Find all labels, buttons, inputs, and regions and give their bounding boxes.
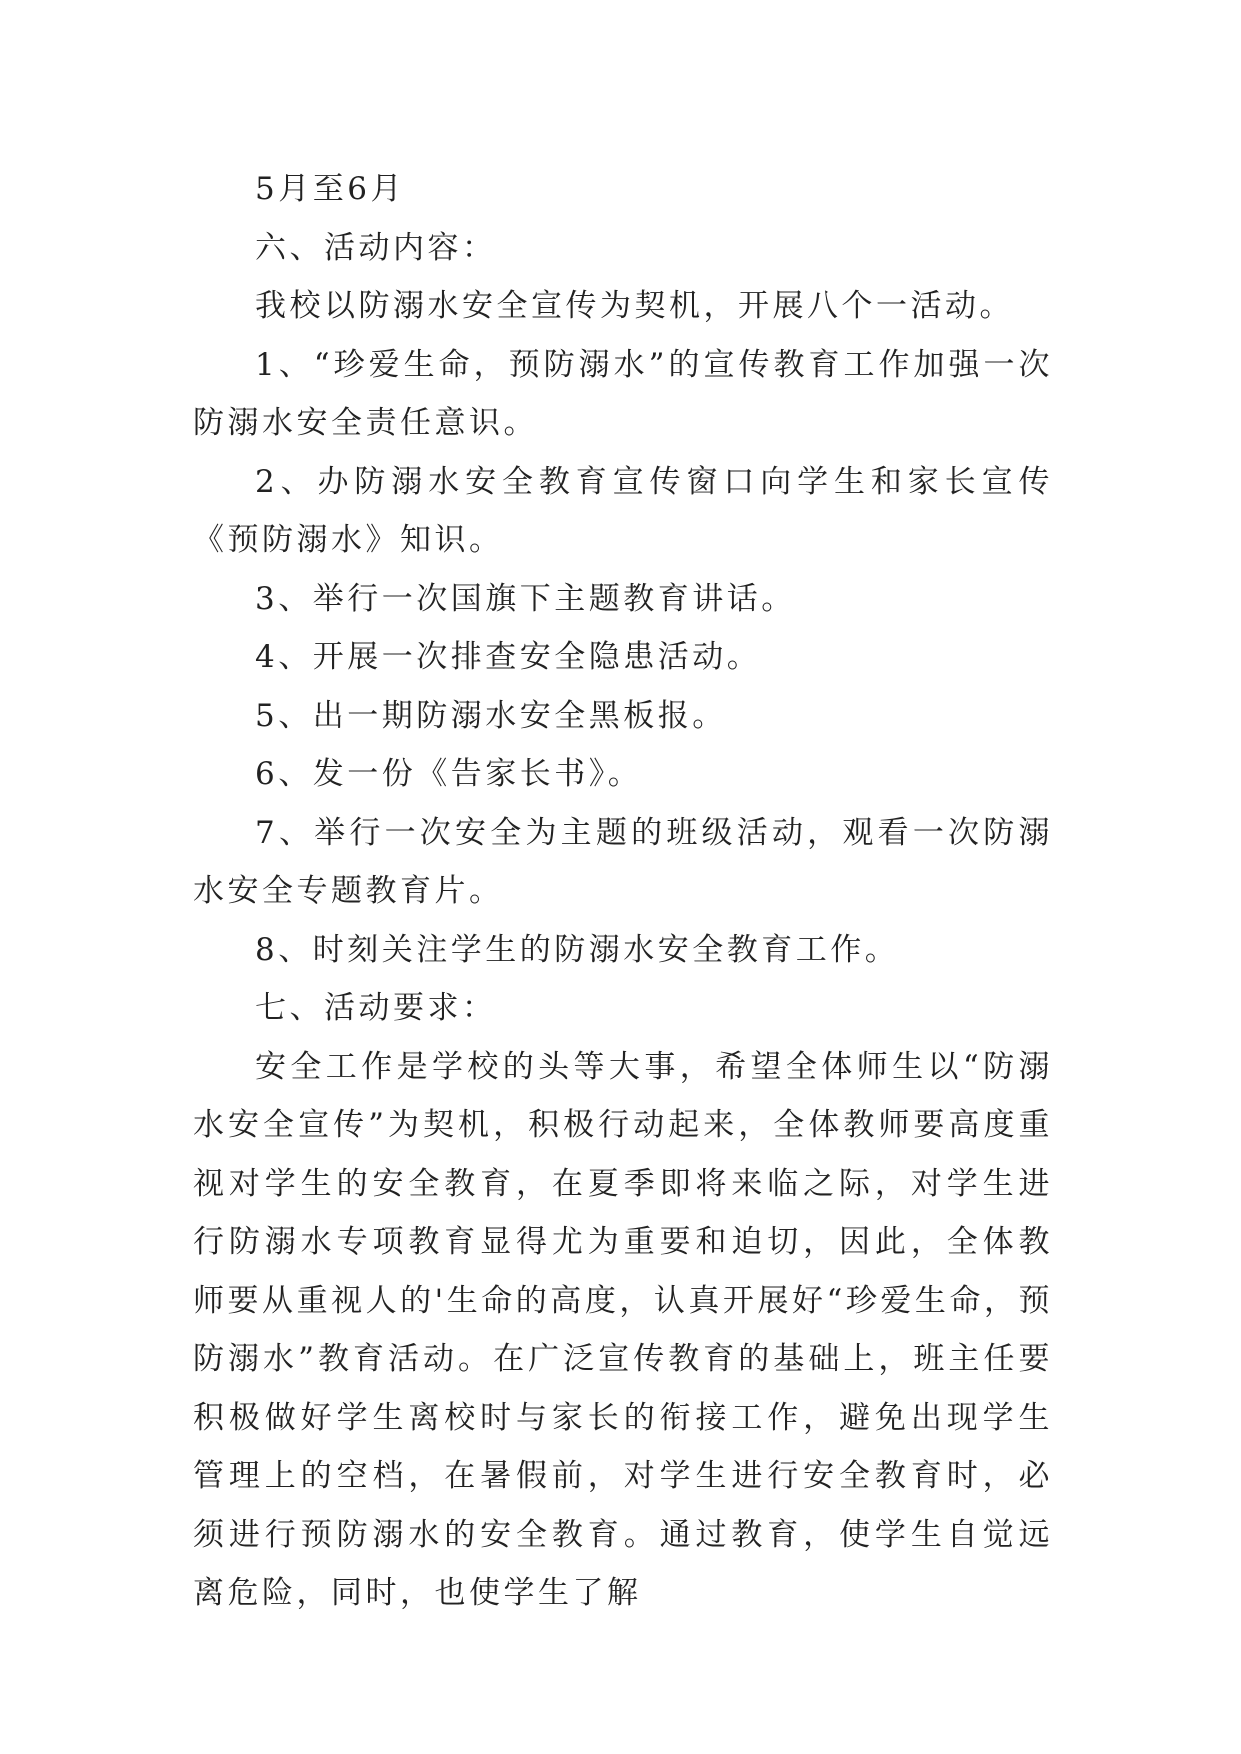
list-item: 6、发一份《告家长书》。: [255, 756, 643, 792]
list-item: 1、“珍爱生命，预防溺水”的宣传教育工作加强一次防溺水安全责任意识。: [193, 346, 1053, 441]
paragraph-intro: 我校以防溺水安全宣传为契机，开展八个一活动。: [255, 288, 1014, 324]
list-item: 4、开展一次排查安全隐患活动。: [255, 639, 762, 675]
section-heading-activity-requirements: 七、活动要求：: [255, 990, 497, 1026]
list-item: 8、时刻关注学生的防溺水安全教育工作。: [255, 931, 900, 968]
document-body: [193, 160, 1053, 1623]
list-item: 7、举行一次安全为主题的班级活动，观看一次防溺水安全专题教育片。: [193, 814, 1053, 909]
paragraph-requirements-body: 安全工作是学校的头等大事，希望全体师生以“防溺水安全宣传”为契机，积极行动起来，全体教师要高度重视对学生的安全教育，在夏季即将来临之际，对学生进行防溺水专项教育显得尤为重要和迫切，因此，全体教师要从重视人的'生命的高度，认真开展好“珍爱生命，预防溺水”教育活动。在广泛宣传教育的基础上，班主任要积极做好学生离校时与家长的衔接工作，避免出现学生管理上的空档，在暑假前，对学生进行安全教育时，必须进行预防溺水的安全教育。通过教育，使学生自觉远离危险，同时，也使学生了解: [193, 1048, 1053, 1611]
section-heading-activity-content: 六、活动内容：: [255, 229, 497, 266]
list-item: 3、举行一次国旗下主题教育讲话。: [255, 580, 796, 617]
list-item: 2、办防溺水安全教育宣传窗口向学生和家长宣传《预防溺水》知识。: [193, 463, 1053, 558]
list-item: 5、出一期防溺水安全黑板报。: [255, 697, 727, 734]
paragraph-date-range: 5月至6月: [255, 171, 405, 207]
